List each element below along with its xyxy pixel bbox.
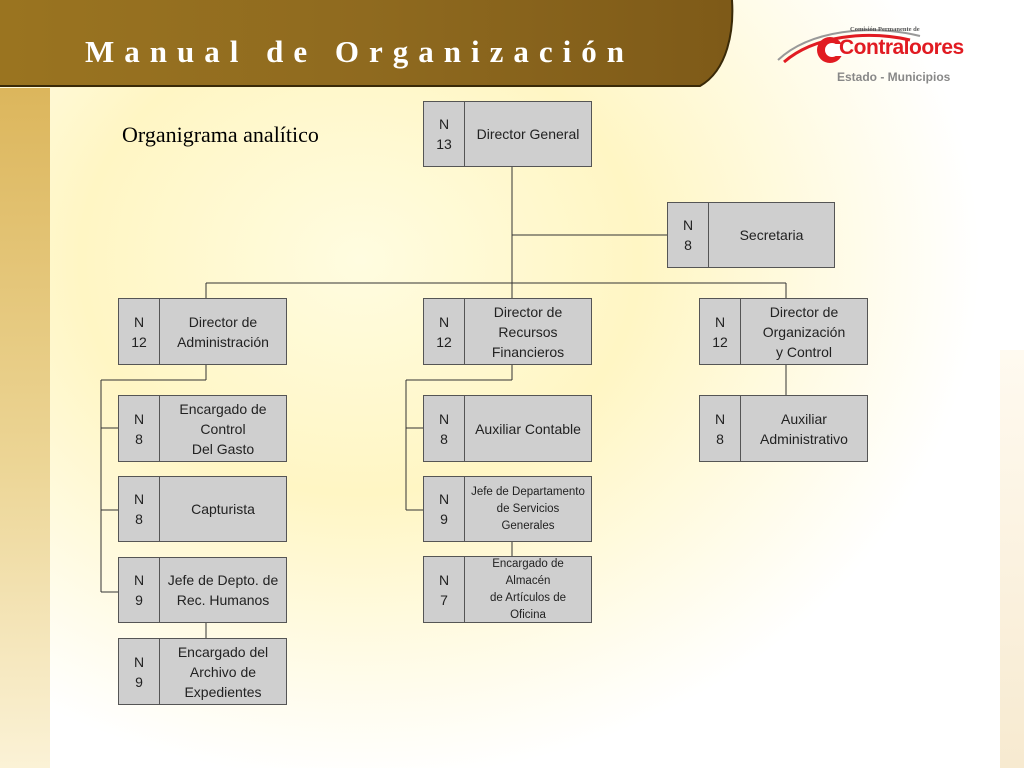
level-badge: N 8 bbox=[119, 396, 160, 461]
node-label: Encargado de Control Del Gasto bbox=[179, 400, 267, 457]
logo-wordmark: Contraloores bbox=[839, 36, 964, 59]
node-label: Director de Organización y Control bbox=[762, 303, 846, 360]
level-badge: N 12 bbox=[700, 299, 741, 364]
node-label: Auxiliar Contable bbox=[475, 420, 581, 437]
level-badge: N 12 bbox=[424, 299, 465, 364]
node-auxiliar-administrativo bbox=[699, 395, 868, 462]
node-encargado-archivo bbox=[118, 638, 287, 705]
node-label: Jefe de Depto. de Rec. Humanos bbox=[167, 572, 279, 608]
node-label: Director de Recursos Financieros bbox=[491, 303, 565, 360]
diagram-subtitle: Organigrama analítico bbox=[122, 122, 319, 147]
level-badge: N 8 bbox=[700, 396, 741, 461]
node-label: Director General bbox=[476, 126, 580, 142]
node-encargado-control-gasto bbox=[118, 395, 287, 462]
node-auxiliar-contable bbox=[423, 395, 592, 462]
node-label: Encargado de Almacén de Artículos de Oficina bbox=[489, 557, 567, 621]
node-label: Auxiliar Administrativo bbox=[760, 410, 848, 447]
node-label: Director de Administración bbox=[177, 313, 269, 350]
node-secretaria bbox=[667, 202, 835, 268]
level-badge: N 9 bbox=[424, 477, 465, 541]
level-badge: N 8 bbox=[668, 203, 709, 267]
node-director-administracion bbox=[118, 298, 287, 365]
level-badge: N 13 bbox=[424, 102, 465, 166]
logo-tagline: Estado - Municipios bbox=[837, 70, 951, 84]
level-badge: N 9 bbox=[119, 558, 160, 622]
node-jefe-servicios-generales bbox=[423, 476, 592, 542]
node-jefe-recursos-humanos bbox=[118, 557, 287, 623]
node-director-recursos-financieros bbox=[423, 298, 592, 365]
level-badge: N 7 bbox=[424, 557, 465, 622]
level-badge: N 8 bbox=[424, 396, 465, 461]
page-title: Manual de Organización bbox=[85, 34, 634, 69]
node-label: Jefe de Departamento de Servicios Generales bbox=[471, 485, 585, 532]
level-badge: N 9 bbox=[119, 639, 160, 704]
node-encargado-almacen bbox=[423, 556, 592, 623]
node-director-general bbox=[423, 101, 592, 167]
node-director-organizacion-control bbox=[699, 298, 868, 365]
node-label: Secretaria bbox=[739, 227, 804, 243]
level-badge: N 8 bbox=[119, 477, 160, 541]
node-label: Capturista bbox=[191, 501, 255, 517]
level-badge: N 12 bbox=[119, 299, 160, 364]
node-capturista bbox=[118, 476, 287, 542]
node-label: Encargado del Archivo de Expedientes bbox=[177, 643, 269, 700]
logo-caption: Comisión Permanente de bbox=[850, 26, 920, 33]
